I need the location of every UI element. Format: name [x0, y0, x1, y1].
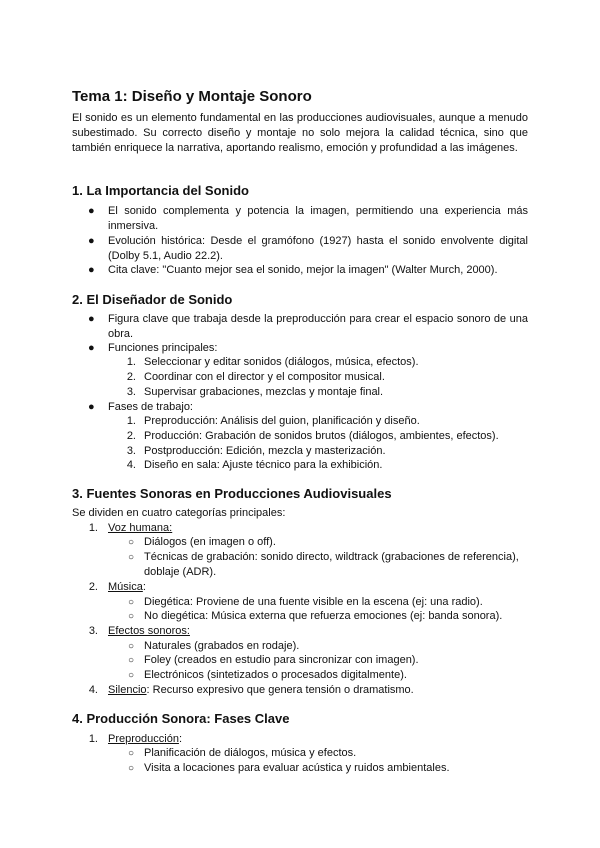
category-label-preproduccion: Preproducción: [108, 733, 179, 745]
list-item: Diálogos (en imagen o off).: [144, 536, 276, 548]
list-item: Supervisar grabaciones, mezclas y montaje final.: [144, 386, 384, 398]
section-1-heading: 1. La Importancia del Sonido: [72, 183, 249, 198]
list-item: Foley (creados en estudio para sincronizar con imagen).: [144, 654, 419, 666]
category-label-voz: Voz humana:: [108, 522, 173, 534]
list-item: No diegética: Música externa que refuerza emociones (ej: banda sonora).: [144, 610, 503, 622]
circle-bullet-icon: ○: [128, 537, 135, 548]
list-item: El sonido complementa y potencia la imagen, permitiendo una experiencia más inmersiva.: [108, 205, 528, 232]
list-item: Preproducción: Análisis del guion, planificación y diseño.: [144, 415, 420, 427]
list-item: Planificación de diálogos, música y efectos.: [144, 747, 357, 759]
list-item: Técnicas de grabación: sonido directo, wildtrack (grabaciones de referencia), doblaje (ADR).: [144, 551, 519, 578]
circle-bullet-icon: ○: [128, 597, 135, 608]
section-3-lead: Se dividen en cuatro categorías principales:: [72, 507, 286, 519]
circle-bullet-icon: ○: [128, 748, 135, 759]
list-item: Diegética: Proviene de una fuente visible en la escena (ej: una radio).: [144, 596, 483, 608]
list-item: Fases de trabajo:: [108, 401, 193, 413]
category-label-musica: Música: [108, 581, 143, 593]
list-item: Coordinar con el director y el compositor musical.: [144, 371, 385, 383]
section-3-heading: 3. Fuentes Sonoras en Producciones Audiovisuales: [72, 486, 392, 501]
page-title: Tema 1: Diseño y Montaje Sonoro: [72, 88, 312, 105]
bullet-icon: ●: [88, 342, 95, 354]
circle-bullet-icon: ○: [128, 763, 135, 774]
list-item: Naturales (grabados en rodaje).: [144, 640, 300, 652]
list-item: Visita a locaciones para evaluar acústica y ruidos ambientales.: [144, 762, 450, 774]
section-2-heading: 2. El Diseñador de Sonido: [72, 292, 233, 307]
silencio-text: : Recurso expresivo que genera tensión o dramatismo.: [146, 684, 414, 696]
list-item: Figura clave que trabaja desde la preproducción para crear el espacio sonoro de una obra.: [108, 313, 528, 340]
list-item: Seleccionar y editar sonidos (diálogos, música, efectos).: [144, 356, 419, 368]
category-label-efectos: Efectos sonoros:: [108, 625, 190, 637]
circle-bullet-icon: ○: [128, 655, 135, 666]
list-item: Diseño en sala: Ajuste técnico para la exhibición.: [144, 459, 383, 471]
bullet-icon: ●: [88, 264, 95, 276]
list-item: Evolución histórica: Desde el gramófono (1927) hasta el sonido envolvente digital (Dolby 5.1, Audio 22.2).: [108, 235, 528, 262]
intro-paragraph: El sonido es un elemento fundamental en las producciones audiovisuales, aunque a menudo subestimado. Su correcto diseño y montaje no solo mejora la calidad técnica, sino que también enriquece la narrativa, aportando realismo, emoción y profundidad a las imágenes.: [72, 112, 528, 154]
circle-bullet-icon: ○: [128, 641, 135, 652]
list-item: Cita clave: "Cuanto mejor sea el sonido, mejor la imagen" (Walter Murch, 2000).: [108, 264, 498, 276]
category-label-silencio: Silencio: [108, 684, 147, 696]
bullet-icon: ●: [88, 401, 95, 413]
document-page: Tema 1: Diseño y Montaje Sonoro El sonido es un elemento fundamental en las producciones audiovisuales, aunque a menudo subestimado. Su correcto diseño y montaje no solo mejora la calidad técnica, sino que también enriquece la narrativa, aportando realismo, emoción y profundidad a las imágenes. 1. La Importancia del Sonido ● El sonido complementa y potencia la imagen, permitiendo una experiencia más inmersiva. ● Evolución histórica: Desde el gramófono (1927) hasta el sonido envolvente digital (Dolby 5.1, Audio 22.2). ● Cita clave: "Cuanto mejor sea el sonido, mejor la imagen" (Walter Murch, 2000). 2. El Diseñador de Sonido ● Figura clave que trabaja desde la preproducción para crear el espacio sonoro de una obra. ● Funciones principales: 1. Seleccionar y editar sonidos (diálogos, música, efectos). 2. Coordinar con el director y el compositor musical. 3. Supervisar grabaciones, mezclas y montaje final. ● Fases de trabajo: 1. Preproducción: Análisis del guion, planificación y diseño. 2. Producción: Grabación de sonidos brutos (diálogos, ambientes, efectos). 3. Postproducción: Edición, mezcla y masterización. 4. Diseño en sala: Ajuste técnico para la exhibición. 3. Fuentes Sonoras en Producciones Audiovisuales Se dividen en cuatro categorías principales: 1. Voz humana: ○ Diálogos (en imagen o off). ○ Técnicas de grabación: sonido directo, wildtrack (grabaciones de referencia), doblaje (ADR). 2. Música: ○ Diegética: Proviene de una fuente visible en la escena (ej: una radio). ○ No diegética: Música externa que refuerza emociones (ej: banda sonora). 3. Efectos sonoros: ○ Naturales (grabados en rodaje). ○ Foley (creados en estudio para sincronizar con imagen). ○ Electrónicos (sintetizados o procesados digitalmente). 4. Silencio: Recurso expresivo que genera tensión o dramatismo. 4. Producción Sonora: Fases Clave 1. Preproducción: ○ Planificación de diálogos, música y efectos. ○ Visita a locaciones para evaluar acústica y ruidos ambientales.: [72, 88, 528, 774]
list-item: Postproducción: Edición, mezcla y masterización.: [144, 445, 386, 457]
section-4-heading: 4. Producción Sonora: Fases Clave: [72, 711, 290, 726]
bullet-icon: ●: [88, 235, 95, 247]
bullet-icon: ●: [88, 313, 95, 325]
circle-bullet-icon: ○: [128, 552, 135, 563]
list-item: Funciones principales:: [108, 342, 218, 354]
bullet-icon: ●: [88, 205, 95, 217]
circle-bullet-icon: ○: [128, 670, 135, 681]
list-item: Producción: Grabación de sonidos brutos (diálogos, ambientes, efectos).: [144, 430, 499, 442]
list-item: Electrónicos (sintetizados o procesados digitalmente).: [144, 669, 407, 681]
circle-bullet-icon: ○: [128, 611, 135, 622]
